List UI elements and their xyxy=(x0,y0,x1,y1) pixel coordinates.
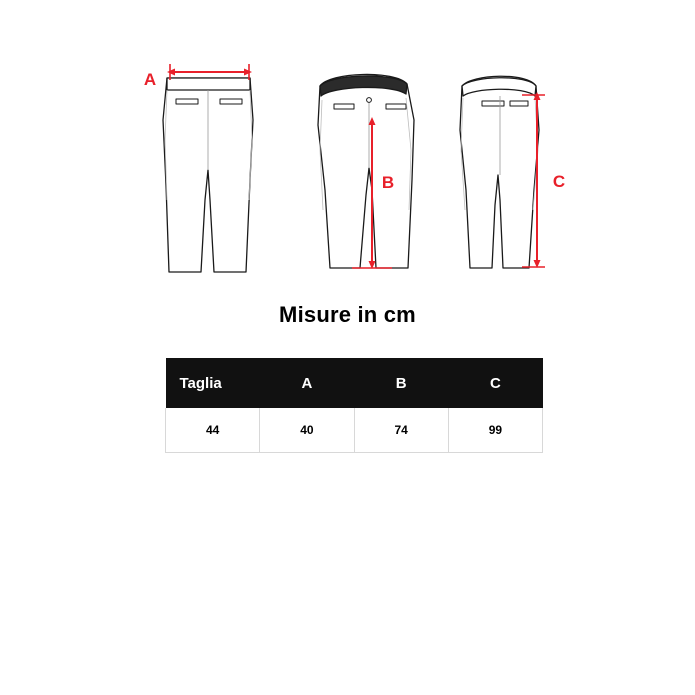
label-c: C xyxy=(552,172,566,191)
cell-c: 99 xyxy=(448,408,542,453)
cell-a: 40 xyxy=(260,408,354,453)
size-table xyxy=(165,358,543,453)
trousers-diagram xyxy=(0,0,695,290)
label-a: A xyxy=(143,70,157,89)
label-b: B xyxy=(381,173,395,192)
table-header-a: A xyxy=(260,358,354,408)
table-header-c: C xyxy=(448,358,542,408)
table-header-b: B xyxy=(354,358,448,408)
table-header-row xyxy=(166,358,543,408)
trousers-back-view xyxy=(460,76,539,268)
cell-b: 74 xyxy=(354,408,448,453)
measures-title: Misure in cm xyxy=(279,302,416,327)
cell-taglia: 44 xyxy=(166,408,260,453)
trousers-front-view xyxy=(163,78,253,272)
size-table-wrapper xyxy=(165,358,543,453)
table-row xyxy=(166,408,543,453)
table-header-taglia: Taglia xyxy=(166,358,260,408)
trousers-side-view xyxy=(318,74,414,268)
